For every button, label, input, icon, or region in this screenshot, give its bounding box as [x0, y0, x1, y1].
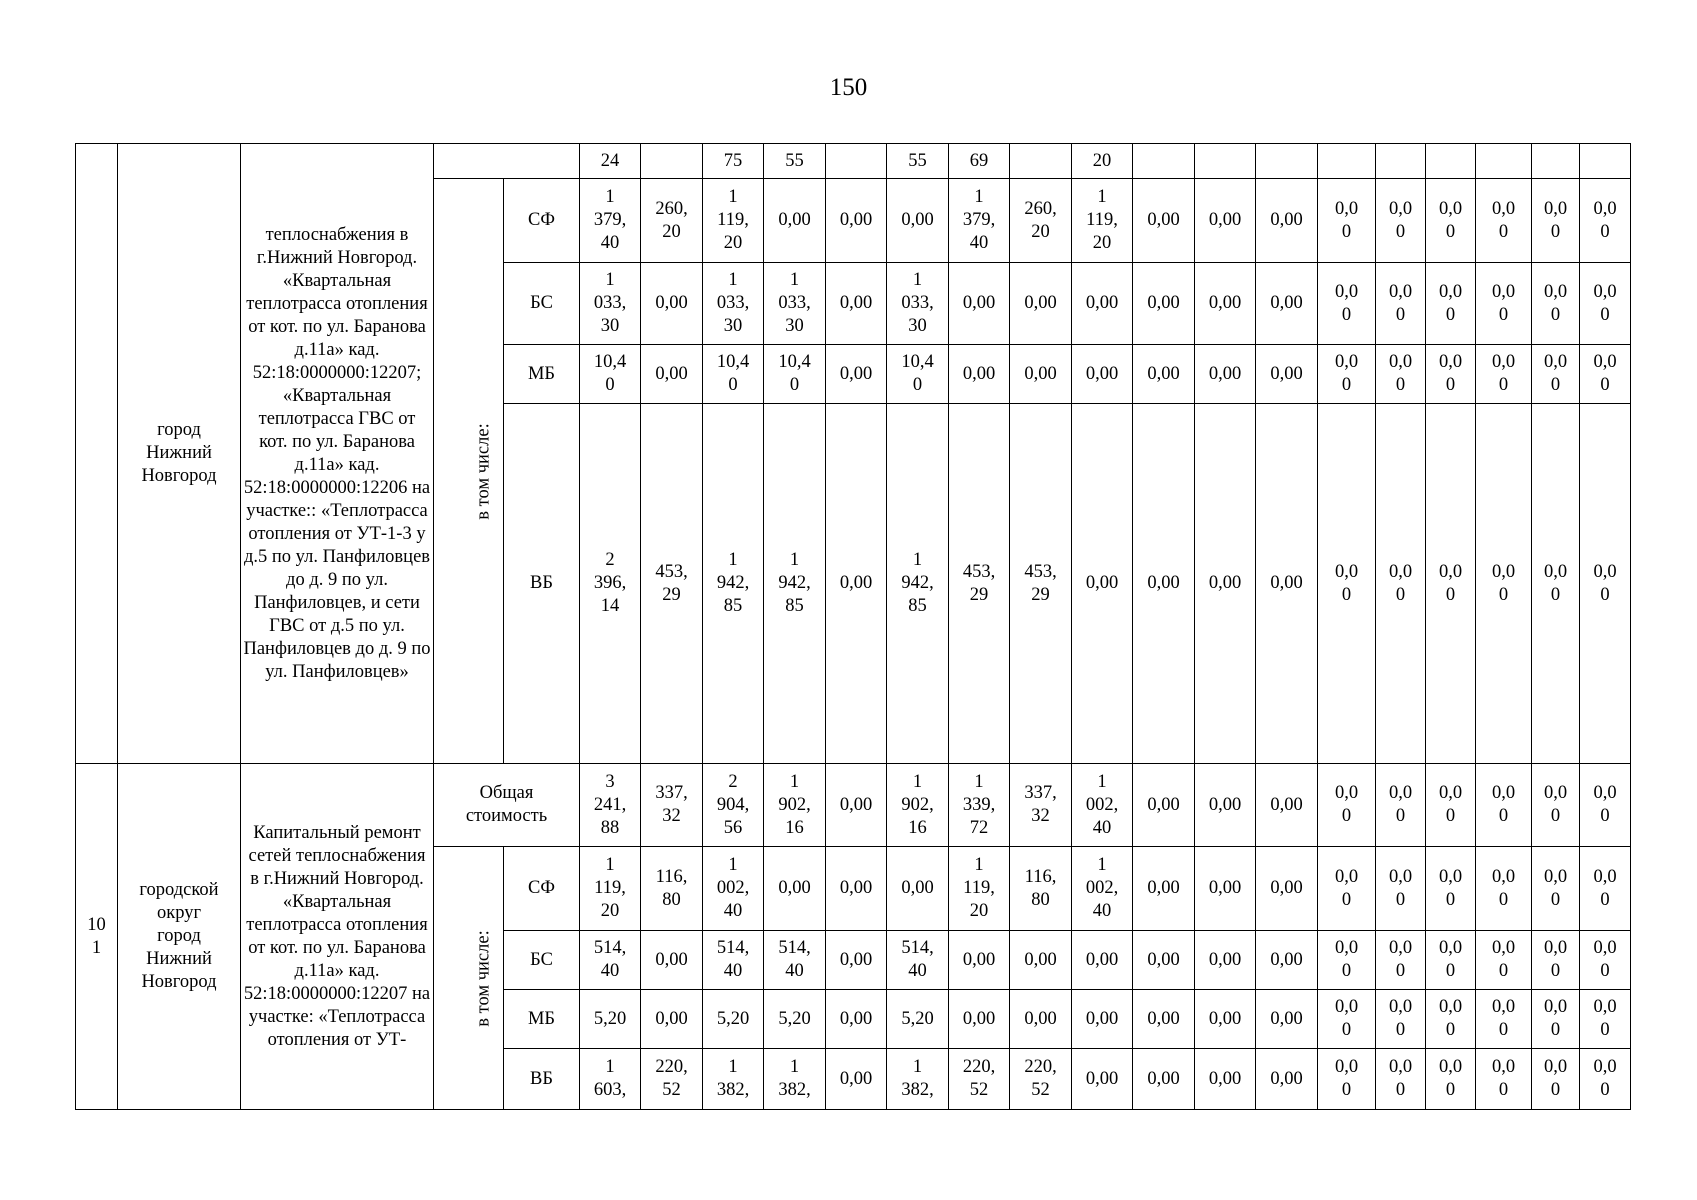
- value-cell: 1 942, 85: [887, 404, 949, 764]
- value-cell: 337, 32: [1010, 764, 1072, 847]
- value-cell: 0,0 0: [1376, 1049, 1426, 1110]
- value-cell: 0,0 0: [1580, 345, 1631, 404]
- value-cell: 0,0 0: [1532, 404, 1580, 764]
- value-cell: 0,0 0: [1426, 990, 1476, 1049]
- value-cell: 220, 52: [1010, 1049, 1072, 1110]
- value-cell: 10,4 0: [887, 345, 949, 404]
- value-cell: 0,00: [1133, 404, 1195, 764]
- value-cell: 220, 52: [949, 1049, 1010, 1110]
- value-cell: 0,0 0: [1318, 847, 1376, 931]
- source-label-cell: [434, 144, 580, 179]
- value-cell: 0,00: [1072, 990, 1133, 1049]
- value-cell: 0,00: [1072, 931, 1133, 990]
- source-label: МБ: [504, 345, 580, 404]
- value-cell: 0,0 0: [1376, 764, 1426, 847]
- value-cell: 0,00: [826, 1049, 887, 1110]
- value-cell: 3 241, 88: [580, 764, 641, 847]
- total-label-cell: Общая стоимость: [434, 764, 580, 847]
- value-cell: 0,0 0: [1580, 931, 1631, 990]
- value-cell: 0,00: [1256, 345, 1318, 404]
- value-cell: 514, 40: [703, 931, 764, 990]
- table-row: [76, 144, 1631, 179]
- value-cell: 1 033, 30: [887, 263, 949, 345]
- value-cell: 0,00: [1010, 990, 1072, 1049]
- value-cell: 75: [703, 144, 764, 179]
- value-cell: 0,0 0: [1476, 179, 1532, 263]
- description-cell: теплоснабжения в г.Нижний Новгород. «Квартальная теплотрасса отопления от кот. по ул. Баранова д.11а» кад. 52:18:0000000:12207; «Квартальная теплотрасса ГВС от кот. по ул. Баранова д.11а» кад. 52:18:0000000:12206 на участке:: «Теплотрасса отопления от УТ-1-3 у д.5 по ул. Панфиловцев до д. 9 по ул. Панфиловцев, и сети ГВС от д.5 по ул. Панфиловцев до д. 9 по ул. Панфиловцев»: [241, 144, 434, 764]
- value-cell: 1 379, 40: [949, 179, 1010, 263]
- value-cell: 1 339, 72: [949, 764, 1010, 847]
- value-cell: 116, 80: [1010, 847, 1072, 931]
- value-cell: 0,00: [1195, 931, 1256, 990]
- value-cell: 1 002, 40: [1072, 847, 1133, 931]
- table-row: [76, 764, 1631, 847]
- value-cell: 453, 29: [1010, 404, 1072, 764]
- value-cell: 2 396, 14: [580, 404, 641, 764]
- municipality-cell: городской округ город Нижний Новгород: [118, 764, 241, 1110]
- value-cell: 0,00: [1195, 764, 1256, 847]
- value-cell: 0,00: [1010, 263, 1072, 345]
- value-cell: 0,00: [826, 404, 887, 764]
- value-cell: 1 119, 20: [949, 847, 1010, 931]
- value-cell: 24: [580, 144, 641, 179]
- value-cell: 0,00: [1072, 345, 1133, 404]
- table-body: [76, 144, 1631, 1110]
- value-cell: 1 603,: [580, 1049, 641, 1110]
- value-cell: 0,00: [1256, 764, 1318, 847]
- value-cell: 0,00: [1072, 263, 1133, 345]
- including-label: в том числе:: [473, 422, 494, 520]
- value-cell: 0,0 0: [1532, 990, 1580, 1049]
- value-cell: 0,00: [1256, 179, 1318, 263]
- value-cell: 0,0 0: [1532, 847, 1580, 931]
- value-cell: [641, 144, 703, 179]
- value-cell: 0,0 0: [1532, 345, 1580, 404]
- value-cell: 0,0 0: [1376, 990, 1426, 1049]
- value-cell: 0,0 0: [1318, 404, 1376, 764]
- value-cell: 0,00: [1133, 263, 1195, 345]
- value-cell: 0,00: [1133, 931, 1195, 990]
- description-cell: Капитальный ремонт сетей теплоснабжения в г.Нижний Новгород. «Квартальная теплотрасса отопления от кот. по ул. Баранова д.11а» кад. 52:18:0000000:12207 на участке: «Теплотрасса отопления от УТ-: [241, 764, 434, 1110]
- value-cell: 10,4 0: [703, 345, 764, 404]
- value-cell: 0,0 0: [1532, 764, 1580, 847]
- value-cell: 0,00: [1195, 1049, 1256, 1110]
- value-cell: 0,0 0: [1476, 847, 1532, 931]
- value-cell: 1 902, 16: [887, 764, 949, 847]
- value-cell: 0,0 0: [1376, 263, 1426, 345]
- value-cell: 0,0 0: [1532, 931, 1580, 990]
- source-label: БС: [504, 263, 580, 345]
- value-cell: 1 002, 40: [703, 847, 764, 931]
- value-cell: 0,0 0: [1376, 847, 1426, 931]
- value-cell: 0,0 0: [1426, 931, 1476, 990]
- value-cell: 0,00: [641, 345, 703, 404]
- value-cell: 453, 29: [641, 404, 703, 764]
- value-cell: 0,0 0: [1318, 263, 1376, 345]
- value-cell: 0,00: [1133, 764, 1195, 847]
- value-cell: 0,0 0: [1476, 345, 1532, 404]
- value-cell: 0,0 0: [1376, 404, 1426, 764]
- value-cell: 0,0 0: [1376, 931, 1426, 990]
- value-cell: [1195, 144, 1256, 179]
- value-cell: 0,00: [1195, 179, 1256, 263]
- value-cell: 55: [764, 144, 826, 179]
- value-cell: 514, 40: [580, 931, 641, 990]
- value-cell: 0,00: [1133, 1049, 1195, 1110]
- value-cell: 0,0 0: [1426, 404, 1476, 764]
- value-cell: 0,0 0: [1580, 179, 1631, 263]
- value-cell: 0,0 0: [1426, 345, 1476, 404]
- value-cell: [1010, 144, 1072, 179]
- value-cell: 0,0 0: [1376, 345, 1426, 404]
- value-cell: 0,0 0: [1426, 179, 1476, 263]
- value-cell: 0,00: [764, 847, 826, 931]
- including-cell: [434, 179, 504, 764]
- value-cell: 0,0 0: [1580, 1049, 1631, 1110]
- value-cell: 0,00: [1072, 404, 1133, 764]
- value-cell: 0,0 0: [1580, 847, 1631, 931]
- value-cell: 0,00: [1010, 345, 1072, 404]
- value-cell: 0,0 0: [1476, 404, 1532, 764]
- value-cell: 1 033, 30: [703, 263, 764, 345]
- value-cell: 0,0 0: [1376, 179, 1426, 263]
- value-cell: 0,00: [1256, 404, 1318, 764]
- value-cell: 0,00: [949, 263, 1010, 345]
- value-cell: 0,0 0: [1476, 1049, 1532, 1110]
- value-cell: 0,0 0: [1426, 263, 1476, 345]
- value-cell: 1 382,: [703, 1049, 764, 1110]
- value-cell: 0,00: [1195, 990, 1256, 1049]
- value-cell: 1 902, 16: [764, 764, 826, 847]
- value-cell: 0,0 0: [1318, 1049, 1376, 1110]
- value-cell: 0,00: [826, 179, 887, 263]
- source-label: ВБ: [504, 404, 580, 764]
- value-cell: [1580, 144, 1631, 179]
- municipality-cell: город Нижний Новгород: [118, 144, 241, 764]
- value-cell: 0,0 0: [1580, 764, 1631, 847]
- value-cell: 0,00: [1195, 345, 1256, 404]
- value-cell: 453, 29: [949, 404, 1010, 764]
- row-number-cell: 10 1: [76, 764, 118, 1110]
- source-label: ВБ: [504, 1049, 580, 1110]
- value-cell: 0,00: [887, 179, 949, 263]
- value-cell: 0,00: [826, 764, 887, 847]
- value-cell: 0,0 0: [1532, 179, 1580, 263]
- value-cell: 337, 32: [641, 764, 703, 847]
- value-cell: 0,00: [1072, 1049, 1133, 1110]
- value-cell: 0,0 0: [1318, 990, 1376, 1049]
- value-cell: 260, 20: [641, 179, 703, 263]
- source-label: СФ: [504, 179, 580, 263]
- value-cell: [1133, 144, 1195, 179]
- value-cell: 0,0 0: [1476, 931, 1532, 990]
- value-cell: [1376, 144, 1426, 179]
- value-cell: 0,00: [1256, 1049, 1318, 1110]
- value-cell: 0,0 0: [1426, 847, 1476, 931]
- value-cell: 0,0 0: [1532, 263, 1580, 345]
- value-cell: 0,00: [1195, 404, 1256, 764]
- value-cell: 0,00: [826, 931, 887, 990]
- value-cell: 0,00: [1195, 847, 1256, 931]
- value-cell: 0,00: [1256, 990, 1318, 1049]
- value-cell: 1 002, 40: [1072, 764, 1133, 847]
- value-cell: 0,0 0: [1426, 1049, 1476, 1110]
- value-cell: 0,0 0: [1426, 764, 1476, 847]
- value-cell: 0,00: [1133, 345, 1195, 404]
- value-cell: 0,00: [949, 990, 1010, 1049]
- value-cell: 5,20: [703, 990, 764, 1049]
- value-cell: 220, 52: [641, 1049, 703, 1110]
- value-cell: 1 033, 30: [764, 263, 826, 345]
- value-cell: 0,0 0: [1580, 990, 1631, 1049]
- source-label: БС: [504, 931, 580, 990]
- financing-table: [75, 143, 1631, 1110]
- value-cell: 0,0 0: [1476, 764, 1532, 847]
- value-cell: 1 942, 85: [703, 404, 764, 764]
- value-cell: 0,00: [641, 990, 703, 1049]
- source-label: СФ: [504, 847, 580, 931]
- value-cell: 1 382,: [764, 1049, 826, 1110]
- value-cell: [1426, 144, 1476, 179]
- value-cell: 0,0 0: [1318, 179, 1376, 263]
- including-label: в том числе:: [473, 929, 494, 1027]
- value-cell: 1 119, 20: [580, 847, 641, 931]
- value-cell: 514, 40: [764, 931, 826, 990]
- value-cell: 1 942, 85: [764, 404, 826, 764]
- value-cell: 1 379, 40: [580, 179, 641, 263]
- value-cell: 0,0 0: [1318, 764, 1376, 847]
- value-cell: 0,00: [1256, 931, 1318, 990]
- value-cell: 0,00: [641, 931, 703, 990]
- value-cell: 0,00: [1133, 990, 1195, 1049]
- value-cell: [1476, 144, 1532, 179]
- value-cell: [826, 144, 887, 179]
- value-cell: 0,00: [1133, 179, 1195, 263]
- value-cell: 0,00: [826, 345, 887, 404]
- value-cell: 0,0 0: [1318, 931, 1376, 990]
- value-cell: 5,20: [580, 990, 641, 1049]
- value-cell: [1532, 144, 1580, 179]
- value-cell: 0,00: [1256, 263, 1318, 345]
- value-cell: 10,4 0: [580, 345, 641, 404]
- value-cell: 0,0 0: [1476, 990, 1532, 1049]
- value-cell: [1318, 144, 1376, 179]
- value-cell: 2 904, 56: [703, 764, 764, 847]
- source-label: МБ: [504, 990, 580, 1049]
- value-cell: 0,0 0: [1318, 345, 1376, 404]
- value-cell: 0,00: [826, 263, 887, 345]
- value-cell: 0,00: [887, 847, 949, 931]
- value-cell: 20: [1072, 144, 1133, 179]
- value-cell: 0,00: [1010, 931, 1072, 990]
- value-cell: 1 033, 30: [580, 263, 641, 345]
- value-cell: 55: [887, 144, 949, 179]
- value-cell: 0,0 0: [1580, 263, 1631, 345]
- page-number: 150: [829, 74, 868, 101]
- value-cell: 0,00: [641, 263, 703, 345]
- value-cell: 0,00: [949, 345, 1010, 404]
- value-cell: 0,00: [826, 847, 887, 931]
- value-cell: 116, 80: [641, 847, 703, 931]
- value-cell: 69: [949, 144, 1010, 179]
- value-cell: 0,0 0: [1476, 263, 1532, 345]
- value-cell: 1 119, 20: [703, 179, 764, 263]
- value-cell: 0,00: [949, 931, 1010, 990]
- value-cell: 10,4 0: [764, 345, 826, 404]
- value-cell: 5,20: [887, 990, 949, 1049]
- value-cell: 0,00: [1195, 263, 1256, 345]
- value-cell: 0,00: [764, 179, 826, 263]
- value-cell: 0,00: [826, 990, 887, 1049]
- value-cell: 0,00: [1256, 847, 1318, 931]
- value-cell: 260, 20: [1010, 179, 1072, 263]
- value-cell: 0,00: [1133, 847, 1195, 931]
- value-cell: 0,0 0: [1580, 404, 1631, 764]
- value-cell: 1 119, 20: [1072, 179, 1133, 263]
- value-cell: 0,0 0: [1532, 1049, 1580, 1110]
- value-cell: 514, 40: [887, 931, 949, 990]
- value-cell: [1256, 144, 1318, 179]
- value-cell: 5,20: [764, 990, 826, 1049]
- including-cell: [434, 847, 504, 1110]
- value-cell: 1 382,: [887, 1049, 949, 1110]
- row-number-cell: [76, 144, 118, 764]
